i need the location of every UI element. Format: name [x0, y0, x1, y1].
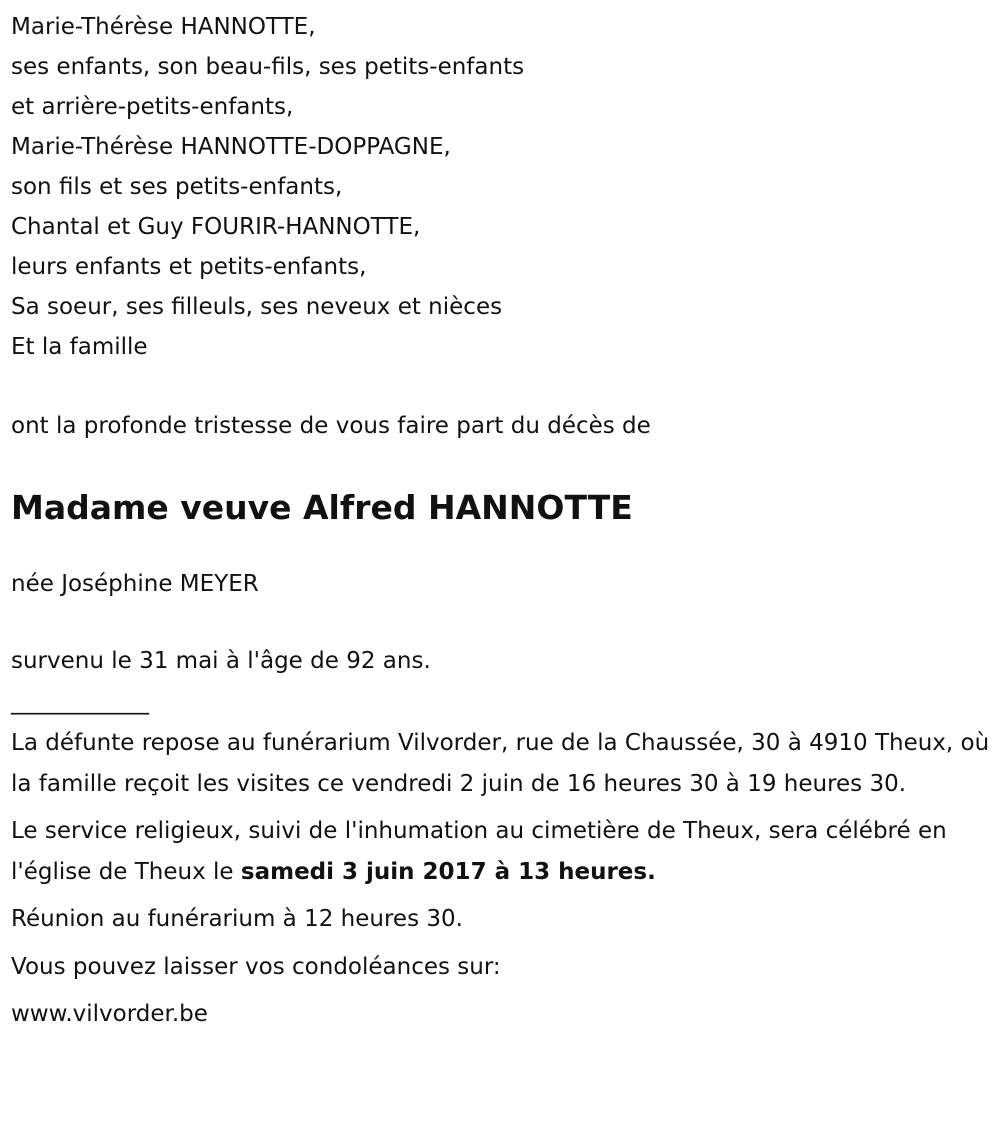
deceased-name: Madame veuve Alfred HANNOTTE: [11, 488, 633, 527]
service-paragraph: [11, 811, 991, 892]
family-line: Chantal et Guy FOURIR-HANNOTTE,: [11, 214, 421, 240]
family-line: leurs enfants et petits-enfants,: [11, 254, 367, 280]
family-line: Et la famille: [11, 334, 148, 360]
service-date: samedi 3 juin 2017 à 13 heures.: [240, 858, 656, 885]
separator-line: ____________: [11, 689, 149, 715]
family-list: [11, 7, 991, 367]
birth-name: née Joséphine MEYER: [11, 571, 259, 597]
family-line: Marie-Thérèse HANNOTTE,: [11, 14, 316, 40]
repose-paragraph: La défunte repose au funérarium Vilvorder, rue de la Chaussée, 30 à 4910 Theux, où la famille reçoit les visites ce vendredi 2 juin de 16 heures 30 à 19 heures 30.: [11, 730, 990, 797]
meeting-paragraph: Réunion au funérarium à 12 heures 30.: [11, 906, 463, 932]
family-line: et arrière-petits-enfants,: [11, 94, 294, 120]
condolences-paragraph: Vous pouvez laisser vos condoléances sur:: [11, 953, 501, 980]
family-line: ses enfants, son beau-fils, ses petits-enfants: [11, 54, 525, 80]
family-line: son fils et ses petits-enfants,: [11, 174, 343, 200]
announcement-intro: ont la profonde tristesse de vous faire part du décès de: [11, 413, 651, 439]
death-info: survenu le 31 mai à l'âge de 92 ans.: [11, 648, 431, 674]
obituary-notice: [11, 7, 991, 1035]
family-line: Sa soeur, ses filleuls, ses neveux et nièces: [11, 294, 503, 320]
website-link[interactable]: www.vilvorder.be: [11, 1001, 208, 1027]
service-text: Le service religieux, suivi de l'inhumation au cimetière de Theux, sera célébré en l'église de Theux le: [11, 818, 947, 885]
family-line: Marie-Thérèse HANNOTTE-DOPPAGNE,: [11, 134, 451, 160]
